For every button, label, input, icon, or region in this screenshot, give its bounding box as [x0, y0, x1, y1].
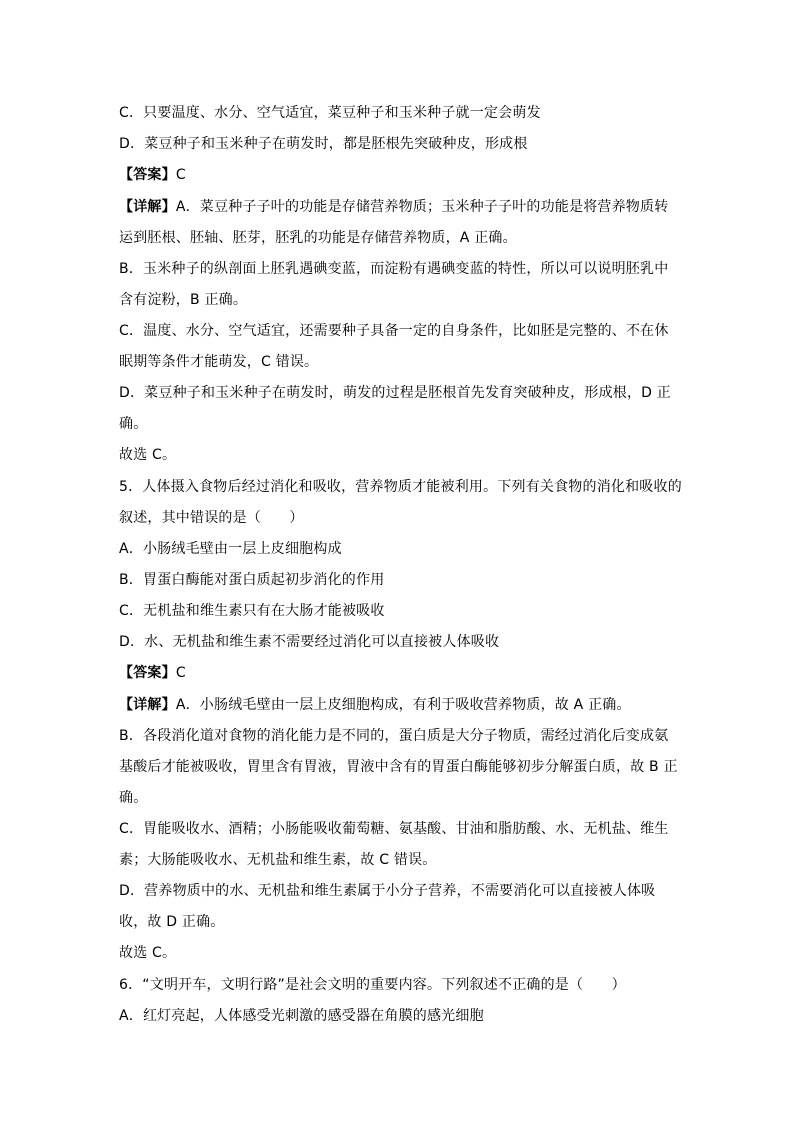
q4-detail-b-line-1: B．玉米种子的纵剖面上胚乳遇碘变蓝，而淀粉有遇碘变蓝的特性，所以可以说明胚乳中	[119, 261, 669, 277]
q5-detail-d-line-2: 收，故 D 正确。	[119, 914, 225, 930]
q4-detail-c-line-2: 眠期等条件才能萌发，C 错误。	[119, 354, 319, 370]
q5-detail-b-line-2: 基酸后才能被吸收，胃里含有胃液，胃液中含有的胃蛋白酶能够初步分解蛋白质，故 B 正	[119, 759, 678, 775]
q5-detail-a	[119, 696, 699, 714]
q6-stem: 6．“文明开车，文明行路”是社会文明的重要内容。下列叙述不正确的是（ ）	[119, 977, 626, 993]
q5-option-a: A．小肠绒毛壁由一层上皮细胞构成	[119, 541, 342, 557]
q5-option-c: C．无机盐和维生素只有在大肠才能被吸收	[119, 603, 385, 619]
detail-text: A．菜豆种子子叶的功能是存储营养物质；玉米种子子叶的功能是将营养物质转	[175, 199, 669, 215]
q4-option-d: D．菜豆种子和玉米种子在萌发时，都是胚根先突破种皮，形成根	[119, 136, 528, 152]
answer-value: C	[175, 167, 186, 183]
answer-label: 【答案】	[119, 665, 176, 681]
q5-option-d: D．水、无机盐和维生素不需要经过消化可以直接被人体吸收	[119, 634, 500, 650]
q5-detail-b-line-3: 确。	[119, 790, 148, 806]
q5-stem-line-1: 5．人体摄入食物后经过消化和吸收，营养物质才能被利用。下列有关食物的消化和吸收的	[119, 479, 682, 495]
q6-option-a: A．红灯亮起，人体感受光刺激的感受器在角膜的感光细胞	[119, 1008, 484, 1024]
q5-detail-c-line-2: 素；大肠能吸收水、无机盐和维生素，故 C 错误。	[119, 852, 437, 868]
detail-label: 【详解】	[119, 697, 176, 713]
q5-option-b: B．胃蛋白酶能对蛋白质起初步消化的作用	[119, 572, 385, 588]
q5-detail-b-line-1: B．各段消化道对食物的消化能力是不同的，蛋白质是大分子物质，需经过消化后变成氨	[119, 728, 669, 744]
answer-value: C	[175, 665, 186, 681]
q5-detail-c-line-1: C．胃能吸收水、酒精；小肠能吸收葡萄糖、氨基酸、甘油和脂肪酸、水、无机盐、维生	[119, 821, 669, 837]
q5-answer	[119, 664, 699, 682]
q4-detail-d-line-2: 确。	[119, 416, 148, 432]
q4-detail-a-line-1	[119, 198, 699, 216]
q4-detail-a-line-2: 运到胚根、胚轴、胚芽，胚乳的功能是存储营养物质，A 正确。	[119, 230, 517, 246]
q4-detail-b-line-2: 含有淀粉，B 正确。	[119, 292, 248, 308]
q4-detail-d-line-1: D．菜豆种子和玉米种子在萌发时，萌发的过程是胚根首先发育突破种皮，形成根，D 正	[119, 385, 672, 401]
detail-text: A．小肠绒毛壁由一层上皮细胞构成，有利于吸收营养物质，故 A 正确。	[175, 697, 631, 713]
q5-stem-line-2: 叙述，其中错误的是（ ）	[119, 510, 304, 526]
detail-label: 【详解】	[119, 199, 176, 215]
q4-answer	[119, 166, 699, 184]
q4-option-c: C．只要温度、水分、空气适宜，菜豆种子和玉米种子就一定会萌发	[119, 105, 541, 121]
q5-detail-d-line-1: D．营养物质中的水、无机盐和维生素属于小分子营养，不需要消化可以直接被人体吸	[119, 883, 656, 899]
q4-conclusion: 故选 C。	[119, 447, 177, 463]
answer-label: 【答案】	[119, 167, 176, 183]
q4-detail-c-line-1: C．温度、水分、空气适宜，还需要种子具备一定的自身条件，比如胚是完整的、不在休	[119, 323, 669, 339]
q5-conclusion: 故选 C。	[119, 945, 177, 961]
